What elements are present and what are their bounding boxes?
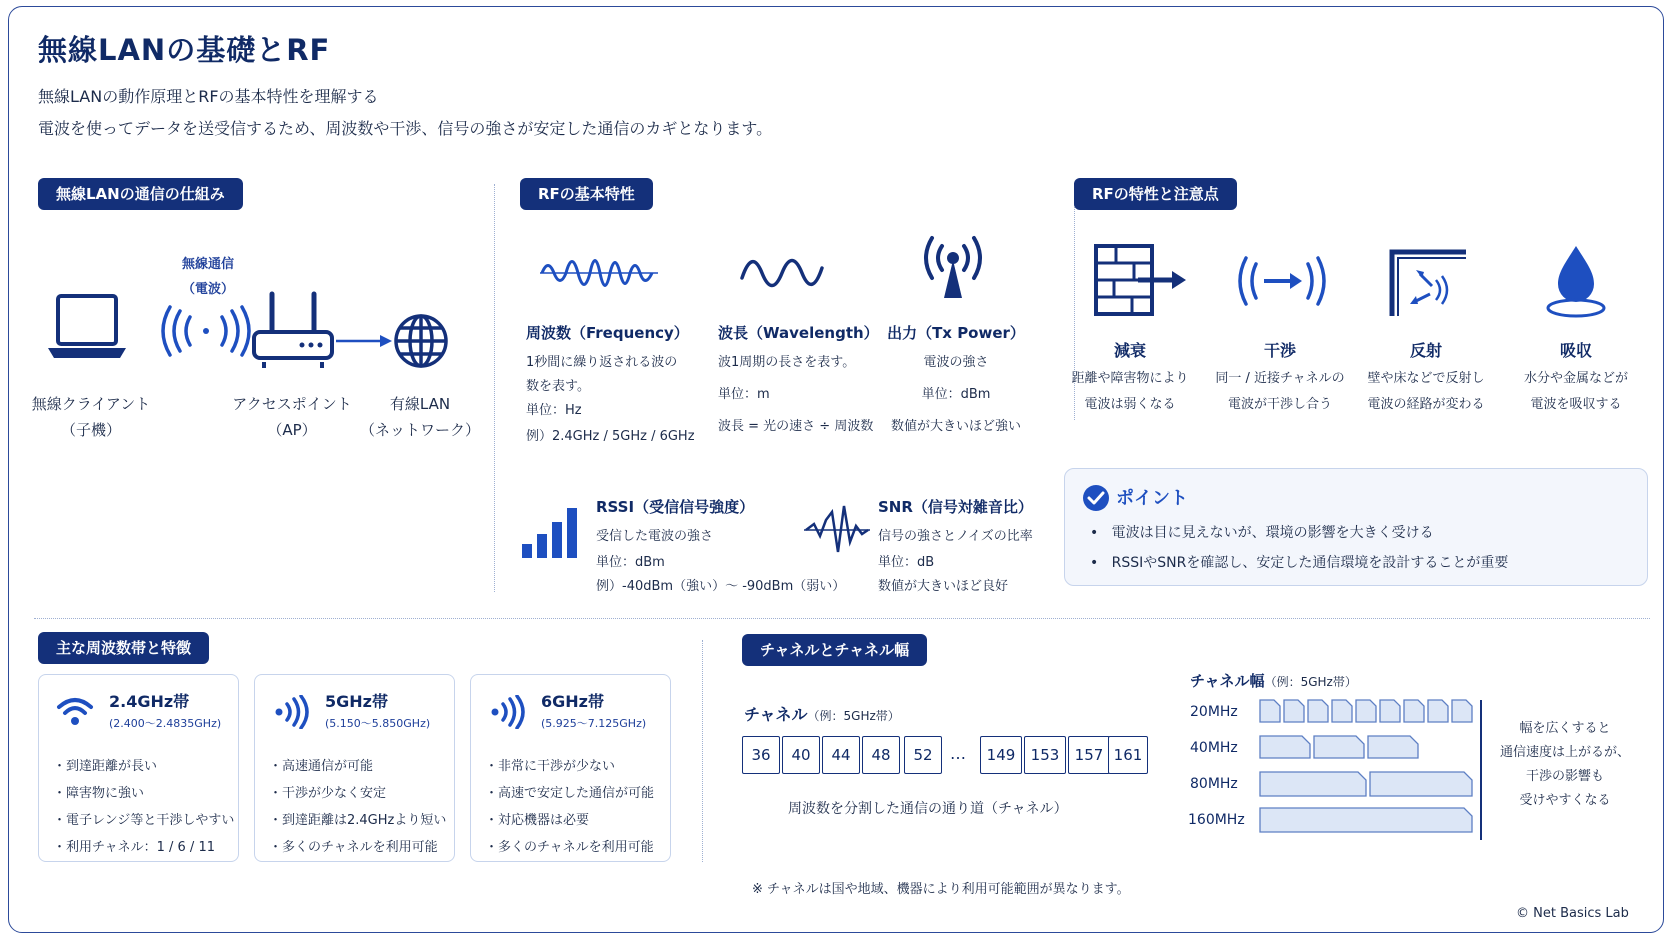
channel-ellipsis: …: [950, 744, 966, 763]
copyright: © Net Basics Lab: [1516, 906, 1629, 921]
channel-box: 161: [1108, 736, 1148, 774]
snr-line-2: 単位：dB: [878, 555, 935, 570]
width-label-row: [1190, 670, 1357, 691]
arrow-right-icon: [336, 334, 392, 348]
band-item: ・高速通信が可能: [269, 759, 374, 774]
page-subtitle-1: 無線LANの動作原理とRFの基本特性を理解する: [38, 87, 379, 106]
band-item: ・電子レンジ等と干渉しやすい: [53, 813, 235, 828]
band-item: ・多くのチャネルを利用可能: [269, 840, 438, 855]
snr-title: SNR（信号対雑音比）: [878, 498, 1033, 516]
section-tag-rf-cautions: RFの特性と注意点: [1074, 178, 1237, 210]
bracket-line: [1480, 700, 1482, 840]
band-items: [269, 753, 446, 861]
width-label-note: （例：5GHz帯）: [1264, 675, 1357, 689]
caution-title-2: 干渉: [1263, 341, 1296, 360]
band-title: 2.4GHz帯: [109, 692, 190, 711]
channel-box: 48: [862, 736, 900, 774]
wireless-label-2: （電波）: [181, 282, 234, 297]
power-line-3: 数値が大きいほど強い: [890, 419, 1021, 434]
wavelength-icon: [740, 248, 828, 298]
width-80mhz-label: 80MHz: [1190, 776, 1238, 792]
channel-box: 153: [1024, 736, 1066, 774]
ap-label-2: （AP）: [267, 421, 317, 439]
channel-width-diagram: [1258, 696, 1478, 836]
freq-line-4: 例）2.4GHz / 5GHz / 6GHz: [526, 429, 695, 444]
bullet-icon: •: [1090, 525, 1112, 541]
wall-attenuation-icon: [1094, 244, 1186, 316]
band-card-24ghz: [38, 674, 239, 862]
band-range: (5.150～5.850GHz): [325, 717, 431, 730]
interference-icon: [1232, 252, 1332, 310]
ap-label-1: アクセスポイント: [232, 395, 352, 413]
band-item: ・到達距離は2.4GHzより短い: [269, 813, 447, 828]
width-side-1: 幅を広くすると: [1519, 721, 1611, 736]
width-label: チャネル幅: [1190, 672, 1265, 690]
channel-box: 36: [742, 736, 780, 774]
caution-title-3: 反射: [1409, 341, 1442, 360]
band-item: ・到達距離が長い: [53, 759, 158, 774]
wave-line-3: 波長 = 光の速さ ÷ 周波数: [718, 419, 874, 434]
point-title: ポイント: [1116, 488, 1188, 509]
point-text-2: RSSIやSNRを確認し、安定した通信環境を設計することが重要: [1111, 555, 1509, 571]
rssi-line-2: 単位：dBm: [596, 555, 665, 570]
channel-label: チャネル: [744, 705, 808, 724]
bullet-icon: •: [1090, 555, 1112, 571]
channel-label-note: （例：5GHz帯）: [807, 709, 900, 723]
caution-2-line-2: 電波が干渉し合う: [1227, 397, 1332, 412]
band-items: [485, 753, 654, 861]
page-subtitle-2: 電波を使ってデータを送受信するため、周波数や干渉、信号の強さが安定した通信のカギとなります。: [38, 119, 773, 138]
section-tag-bands: 主な周波数帯と特徴: [38, 632, 209, 664]
channel-caption: 周波数を分割した通信の通り道（チャネル）: [788, 801, 1068, 817]
band-item: ・障害物に強い: [53, 786, 145, 801]
laptop-icon: [44, 290, 130, 364]
client-label-1: 無線クライアント: [31, 395, 151, 413]
caution-4-line-2: 電波を吸収する: [1530, 397, 1622, 412]
wave-title: 波長（Wavelength）: [718, 324, 879, 342]
caution-title-1: 減衰: [1113, 341, 1146, 360]
channel-box: 149: [980, 736, 1022, 774]
band-items: [53, 753, 234, 861]
radio-signal-icon: [273, 695, 309, 729]
section-tag-rf-basics: RFの基本特性: [520, 178, 653, 210]
point-item-1: [1090, 522, 1434, 542]
band-item: ・対応機器は必要: [485, 813, 590, 828]
rssi-line-1: 受信した電波の強さ: [596, 529, 714, 544]
wave-line-1: 波1周期の長さを表す。: [718, 355, 856, 370]
snr-noise-icon: [804, 502, 870, 558]
reflection-icon: [1386, 246, 1468, 318]
band-card-6ghz: [470, 674, 671, 862]
width-side-3: 干渉の影響も: [1525, 769, 1604, 784]
freq-line-2: 数を表す。: [526, 379, 590, 394]
divider-3: [702, 640, 703, 862]
lan-label-1: 有線LAN: [389, 395, 451, 413]
freq-line-1: 1秒間に繰り返される波の: [526, 355, 678, 370]
channel-box: 157: [1068, 736, 1110, 774]
band-range: (2.400～2.4835GHz): [109, 717, 222, 730]
width-side-4: 受けやすくなる: [1519, 793, 1611, 808]
caution-1-line-1: 距離や障害物により: [1071, 371, 1189, 386]
band-item: ・高速で安定した通信が可能: [485, 786, 655, 801]
rssi-title: RSSI（受信信号強度）: [596, 498, 755, 516]
power-line-2: 単位：dBm: [921, 387, 991, 402]
globe-icon: [392, 312, 450, 370]
band-item: ・多くのチャネルを利用可能: [485, 840, 654, 855]
band-title: 5GHz帯: [325, 692, 388, 711]
band-title: 6GHz帯: [541, 692, 604, 711]
caution-3-line-1: 壁や床などで反射し: [1367, 371, 1485, 386]
caution-2-line-1: 同一 / 近接チャネルの: [1215, 371, 1345, 386]
wave-line-2: 単位：m: [718, 387, 770, 402]
channel-box: 44: [822, 736, 860, 774]
channel-box: 40: [782, 736, 820, 774]
router-icon: [250, 290, 336, 370]
section-tag-mechanism: 無線LANの通信の仕組み: [38, 178, 243, 210]
divider-1: [494, 184, 495, 592]
channel-label-row: [744, 702, 900, 725]
wireless-label-1: 無線通信: [181, 257, 234, 272]
water-drop-icon: [1544, 242, 1608, 320]
caution-3-line-2: 電波の経路が変わる: [1367, 397, 1485, 412]
caution-1-line-2: 電波は弱くなる: [1084, 397, 1176, 412]
check-circle-icon: [1082, 484, 1110, 512]
snr-line-3: 数値が大きいほど良好: [878, 579, 1009, 594]
page-title: 無線LANの基礎とRF: [38, 33, 331, 67]
width-40mhz-label: 40MHz: [1190, 740, 1238, 756]
power-line-1: 電波の強さ: [923, 355, 989, 370]
width-20mhz-label: 20MHz: [1190, 704, 1238, 720]
freq-title: 周波数（Frequency）: [526, 324, 689, 342]
frequency-wave-icon: [540, 248, 658, 298]
signal-bars-icon: [520, 504, 582, 558]
channel-note: ※ チャネルは国や地域、機器により利用可能範囲が異なります。: [752, 882, 1130, 897]
section-tag-channels: チャネルとチャネル幅: [742, 634, 927, 666]
band-card-5ghz: [254, 674, 455, 862]
width-160mhz-label: 160MHz: [1188, 812, 1245, 828]
power-title: 出力（Tx Power）: [887, 324, 1025, 342]
band-item: ・干渉が少なく安定: [269, 786, 387, 801]
channel-box: 52: [904, 736, 942, 774]
radio-signal-icon: [489, 695, 525, 729]
snr-line-1: 信号の強さとノイズの比率: [878, 529, 1033, 544]
width-side-2: 通信速度は上がるが、: [1499, 745, 1630, 760]
lan-label-2: （ネットワーク）: [360, 421, 481, 439]
band-item: ・非常に干渉が少ない: [485, 759, 616, 774]
wifi-icon: [55, 695, 95, 727]
caution-title-4: 吸収: [1559, 341, 1592, 360]
client-label-2: （子機）: [60, 421, 121, 439]
rssi-line-3: 例）-40dBm（強い）～ -90dBm（弱い）: [596, 579, 846, 594]
divider-horizontal: [34, 618, 1650, 619]
freq-line-3: 単位：Hz: [526, 403, 582, 418]
band-range: (5.925～7.125GHz): [541, 717, 647, 730]
band-item: ・利用チャネル：1 / 6 / 11: [53, 840, 215, 855]
tx-power-antenna-icon: [916, 232, 990, 302]
caution-4-line-1: 水分や金属などが: [1523, 371, 1628, 386]
radio-wave-icon: [160, 305, 252, 357]
point-item-2: [1090, 552, 1508, 572]
point-text-1: 電波は目に見えないが、環境の影響を大きく受ける: [1111, 525, 1434, 541]
